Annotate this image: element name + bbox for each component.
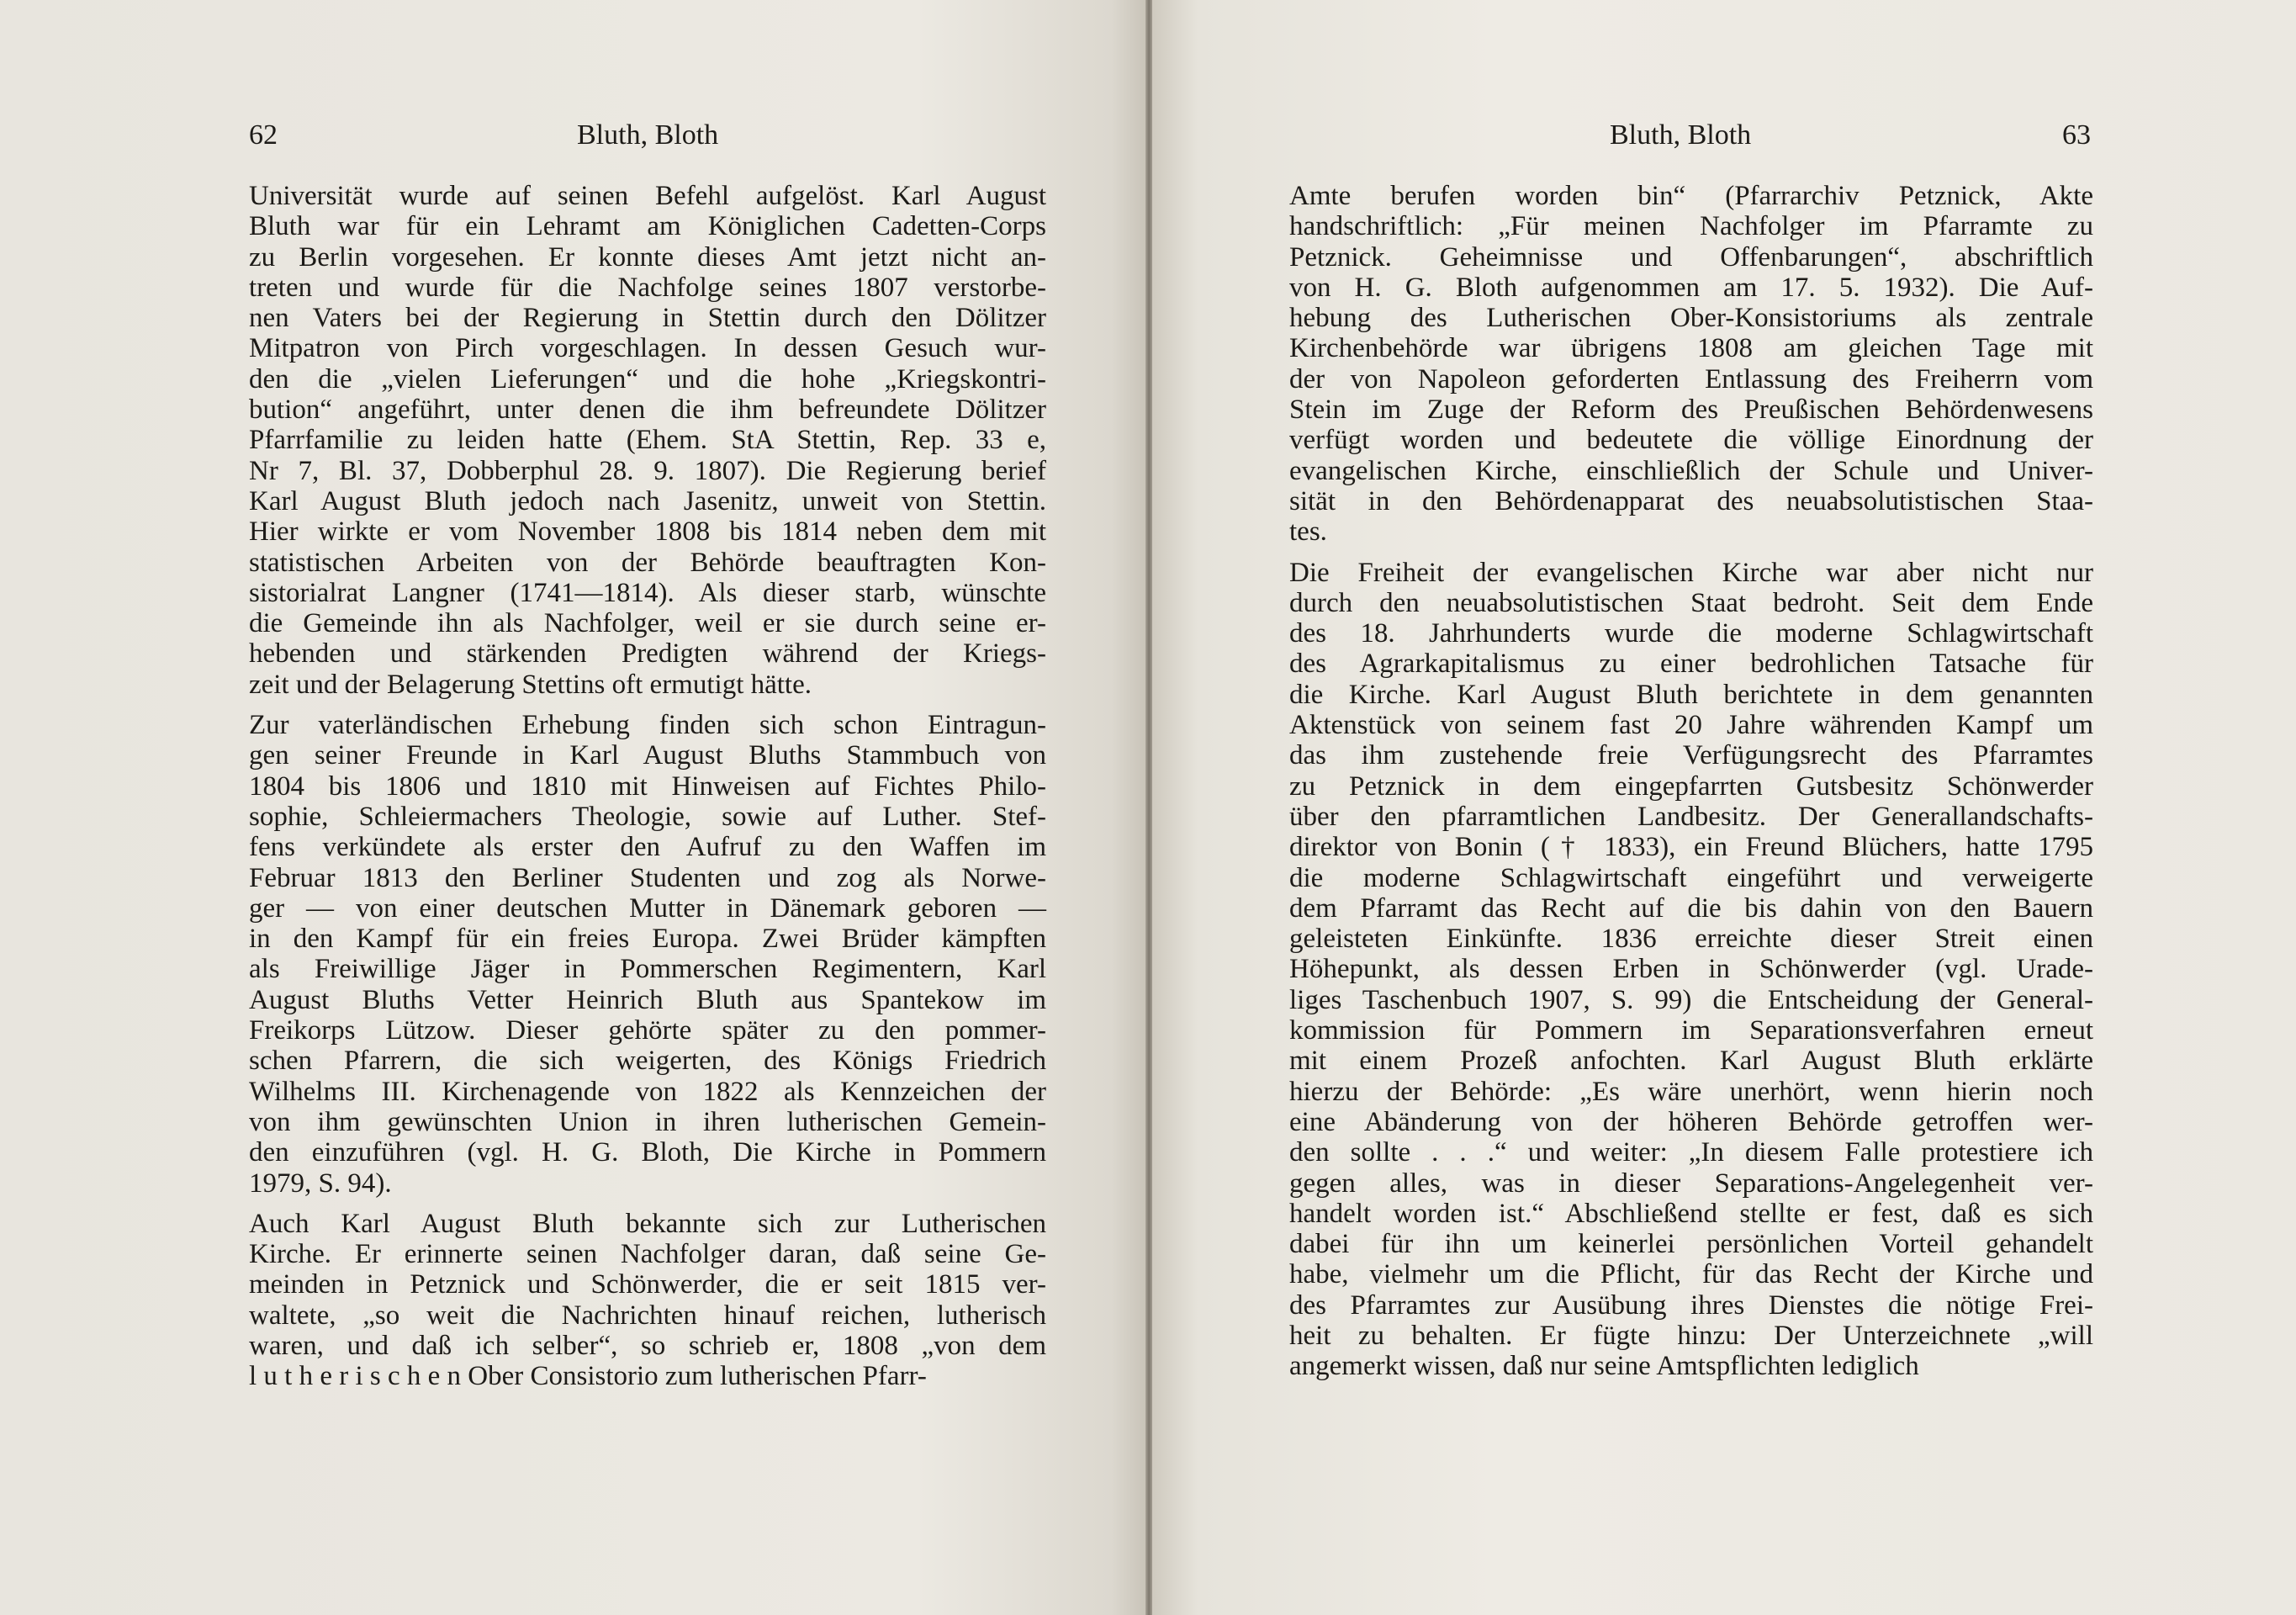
book-gutter: [1145, 0, 1152, 1615]
text-line: hebung des Lutherischen Ober-Konsistoriums als zentrale: [1289, 303, 2093, 334]
text-line: hebenden und stärkenden Predigten während der Kriegs-: [249, 638, 1046, 670]
text-line: August Bluths Vetter Heinrich Bluth aus Spantekow im: [249, 984, 1046, 1015]
text-line: sität in den Behördenapparat des neuabsolutistischen Staa-: [1289, 485, 2093, 516]
left-page: [0, 0, 1145, 1615]
text-line: heit zu behalten. Er fügte hinzu: Der Unterzeichnete „will: [1289, 1320, 2093, 1351]
text-line: Wilhelms III. Kirchenagende von 1822 als Kennzeichen der: [249, 1076, 1046, 1107]
text-line: handelt worden ist.“ Abschließend stellte er fest, daß es sich: [1289, 1198, 2093, 1229]
text-line: Hier wirkte er vom November 1808 bis 1814 neben dem mit: [249, 516, 1046, 548]
text-line: das ihm zustehende freie Verfügungsrecht des Pfarramtes: [1289, 740, 2093, 771]
text-line: der von Napoleon geforderten Entlassung des Freiherrn vom: [1289, 363, 2093, 394]
text-line: zeit und der Belagerung Stettins oft ermutigt hätte.: [249, 669, 812, 700]
text-line: angemerkt wissen, daß nur seine Amtspflichten lediglich: [1289, 1351, 1919, 1382]
text-line: Bluth war für ein Lehramt am Königlichen Cadetten-Corps: [249, 211, 1046, 242]
paragraph: [1289, 181, 2093, 548]
text-line: fens verkündete als erster den Aufruf zu den Waffen im: [249, 832, 1046, 863]
text-line: Karl August Bluth jedoch nach Jasenitz, unweit von Stettin.: [249, 485, 1046, 516]
text-line: ger — von einer deutschen Mutter in Dänemark geboren —: [249, 892, 1046, 924]
text-line: nen Vaters bei der Regierung in Stettin durch den Dölitzer: [249, 303, 1046, 334]
text-line: Petznick. Geheimnisse und Offenbarungen“, abschriftlich: [1289, 241, 2093, 273]
text-line: den einzuführen (vgl. H. G. Bloth, Die Kirche in Pommern: [249, 1137, 1046, 1168]
text-line: Pfarrfamilie zu leiden hatte (Ehem. StA Stettin, Rep. 33 e,: [249, 425, 1046, 456]
text-line: über den pfarramtlichen Landbesitz. Der Generallandschafts-: [1289, 801, 2093, 832]
text-line: kommission für Pommern im Separationsverfahren erneut: [1289, 1015, 2093, 1046]
text-line: die moderne Schlagwirtschaft eingeführt und verweigerte: [1289, 862, 2093, 893]
text-line: Die Freiheit der evangelischen Kirche war aber nicht nur: [1289, 557, 2093, 588]
text-line: sistorialrat Langner (1741—1814). Als dieser starb, wünschte: [249, 577, 1046, 608]
left-page-number: 62: [249, 119, 278, 151]
text-line: Freikorps Lützow. Dieser gehörte später zu den pommer-: [249, 1015, 1046, 1046]
text-line: sophie, Schleiermachers Theologie, sowie auf Luther. Stef-: [249, 801, 1046, 832]
text-line: Aktenstück von seinem fast 20 Jahre währenden Kampf um: [1289, 710, 2093, 741]
text-line: habe, vielmehr um die Pflicht, für das Recht der Kirche und: [1289, 1259, 2093, 1290]
text-line: mit einem Prozeß anfochten. Karl August Bluth erklärte: [1289, 1046, 2093, 1077]
text-line: Amte berufen worden bin“ (Pfarrarchiv Petznick, Akte: [1289, 181, 2093, 211]
text-line: Februar 1813 den Berliner Studenten und zog als Norwe-: [249, 862, 1046, 893]
text-line: des Agrarkapitalismus zu einer bedrohlichen Tatsache für: [1289, 649, 2093, 680]
text-line: Auch Karl August Bluth bekannte sich zur Lutherischen: [249, 1208, 1046, 1239]
text-line: liges Taschenbuch 1907, S. 99) die Entscheidung der General-: [1289, 984, 2093, 1015]
text-line: gegen alles, was in dieser Separations-Angelegenheit ver-: [1289, 1168, 2093, 1199]
text-line: gen seiner Freunde in Karl August Bluths Stammbuch von: [249, 740, 1046, 771]
text-line: direktor von Bonin († 1833), ein Freund Blüchers, hatte 1795: [1289, 832, 2093, 863]
text-line: den die „vielen Lieferungen“ und die hohe „Kriegskontri-: [249, 363, 1046, 394]
text-line: von H. G. Bloth aufgenommen am 17. 5. 1932). Die Auf-: [1289, 272, 2093, 303]
text-line: hierzu der Behörde: „Es wäre unerhört, wenn hierin noch: [1289, 1076, 2093, 1107]
text-line: Stein im Zuge der Reform des Preußischen Behördenwesens: [1289, 394, 2093, 426]
paragraph: [249, 1209, 1046, 1392]
text-line: dem Pfarramt das Recht auf die bis dahin von den Bauern: [1289, 892, 2093, 924]
text-line: die Gemeinde ihn als Nachfolger, weil er sie durch seine er-: [249, 608, 1046, 639]
right-body-text: [1289, 181, 2093, 1392]
text-line: verfügt worden und bedeutete die völlige Einordnung der: [1289, 425, 2093, 456]
text-line: evangelischen Kirche, einschließlich der Schule und Univer-: [1289, 455, 2093, 486]
text-line: 1804 bis 1806 und 1810 mit Hinweisen auf Fichtes Philo-: [249, 770, 1046, 802]
text-line: statistischen Arbeiten von der Behörde beauftragten Kon-: [249, 547, 1046, 578]
text-line: Nr 7, Bl. 37, Dobberphul 28. 9. 1807). Die Regierung berief: [249, 455, 1046, 486]
text-line: treten und wurde für die Nachfolge seines 1807 verstorbe-: [249, 272, 1046, 303]
text-line: des Pfarramtes zur Ausübung ihres Dienstes die nötige Frei-: [1289, 1289, 2093, 1321]
text-line: geleisteten Einkünfte. 1836 erreichte dieser Streit einen: [1289, 924, 2093, 955]
left-running-head: Bluth, Bloth: [577, 119, 719, 151]
paragraph: [1289, 558, 2093, 1382]
text-line: zu Berlin vorgesehen. Er konnte dieses Amt jetzt nicht an-: [249, 241, 1046, 273]
text-line: schen Pfarrern, die sich weigerten, des Königs Friedrich: [249, 1046, 1046, 1077]
text-line: Kirchenbehörde war übrigens 1808 am gleichen Tage mit: [1289, 333, 2093, 364]
text-line: Universität wurde auf seinen Befehl aufgelöst. Karl August: [249, 181, 1046, 211]
right-running-head: Bluth, Bloth: [1610, 119, 1752, 151]
text-line: von ihm gewünschten Union in ihren lutherischen Gemein-: [249, 1106, 1046, 1137]
text-line: in den Kampf für ein freies Europa. Zwei Brüder kämpften: [249, 924, 1046, 955]
text-line: zu Petznick in dem eingepfarrten Gutsbesitz Schönwerder: [1289, 770, 2093, 802]
text-line: eine Abänderung von der höheren Behörde getroffen wer-: [1289, 1106, 2093, 1137]
text-line: waren, und daß ich selber“, so schrieb er, 1808 „von dem: [249, 1330, 1046, 1361]
text-line: den sollte . . .“ und weiter: „In diesem Falle protestiere ich: [1289, 1137, 2093, 1168]
text-line: dabei für ihn um keinerlei persönlichen Vorteil gehandelt: [1289, 1229, 2093, 1260]
text-line: die Kirche. Karl August Bluth berichtete in dem genannten: [1289, 679, 2093, 710]
text-line: l u t h e r i s c h e n Ober Consistorio zum lutherischen Pfarr-: [249, 1361, 927, 1392]
paragraph: [249, 710, 1046, 1199]
text-line: Höhepunkt, als dessen Erben in Schönwerder (vgl. Urade-: [1289, 954, 2093, 985]
text-line: meinden in Petznick und Schönwerder, die er seit 1815 ver-: [249, 1269, 1046, 1300]
paragraph: [249, 181, 1046, 700]
text-line: als Freiwillige Jäger in Pommerschen Regimentern, Karl: [249, 954, 1046, 985]
text-line: durch den neuabsolutistischen Staat bedroht. Seit dem Ende: [1289, 587, 2093, 618]
text-line: Kirche. Er erinnerte seinen Nachfolger daran, daß seine Ge-: [249, 1239, 1046, 1270]
text-line: tes.: [1289, 516, 1327, 548]
text-line: handschriftlich: „Für meinen Nachfolger im Pfarramte zu: [1289, 211, 2093, 242]
right-page-number: 63: [2062, 119, 2091, 151]
text-line: 1979, S. 94).: [249, 1168, 392, 1199]
right-page: [1152, 0, 2296, 1615]
text-line: waltete, „so weit die Nachrichten hinauf reichen, lutherisch: [249, 1300, 1046, 1331]
left-body-text: [249, 181, 1046, 1402]
text-line: Mitpatron von Pirch vorgeschlagen. In dessen Gesuch wur-: [249, 333, 1046, 364]
text-line: bution“ angeführt, unter denen die ihm befreundete Dölitzer: [249, 394, 1046, 426]
text-line: Zur vaterländischen Erhebung finden sich schon Eintragun-: [249, 710, 1046, 741]
text-line: des 18. Jahrhunderts wurde die moderne Schlagwirtschaft: [1289, 618, 2093, 649]
